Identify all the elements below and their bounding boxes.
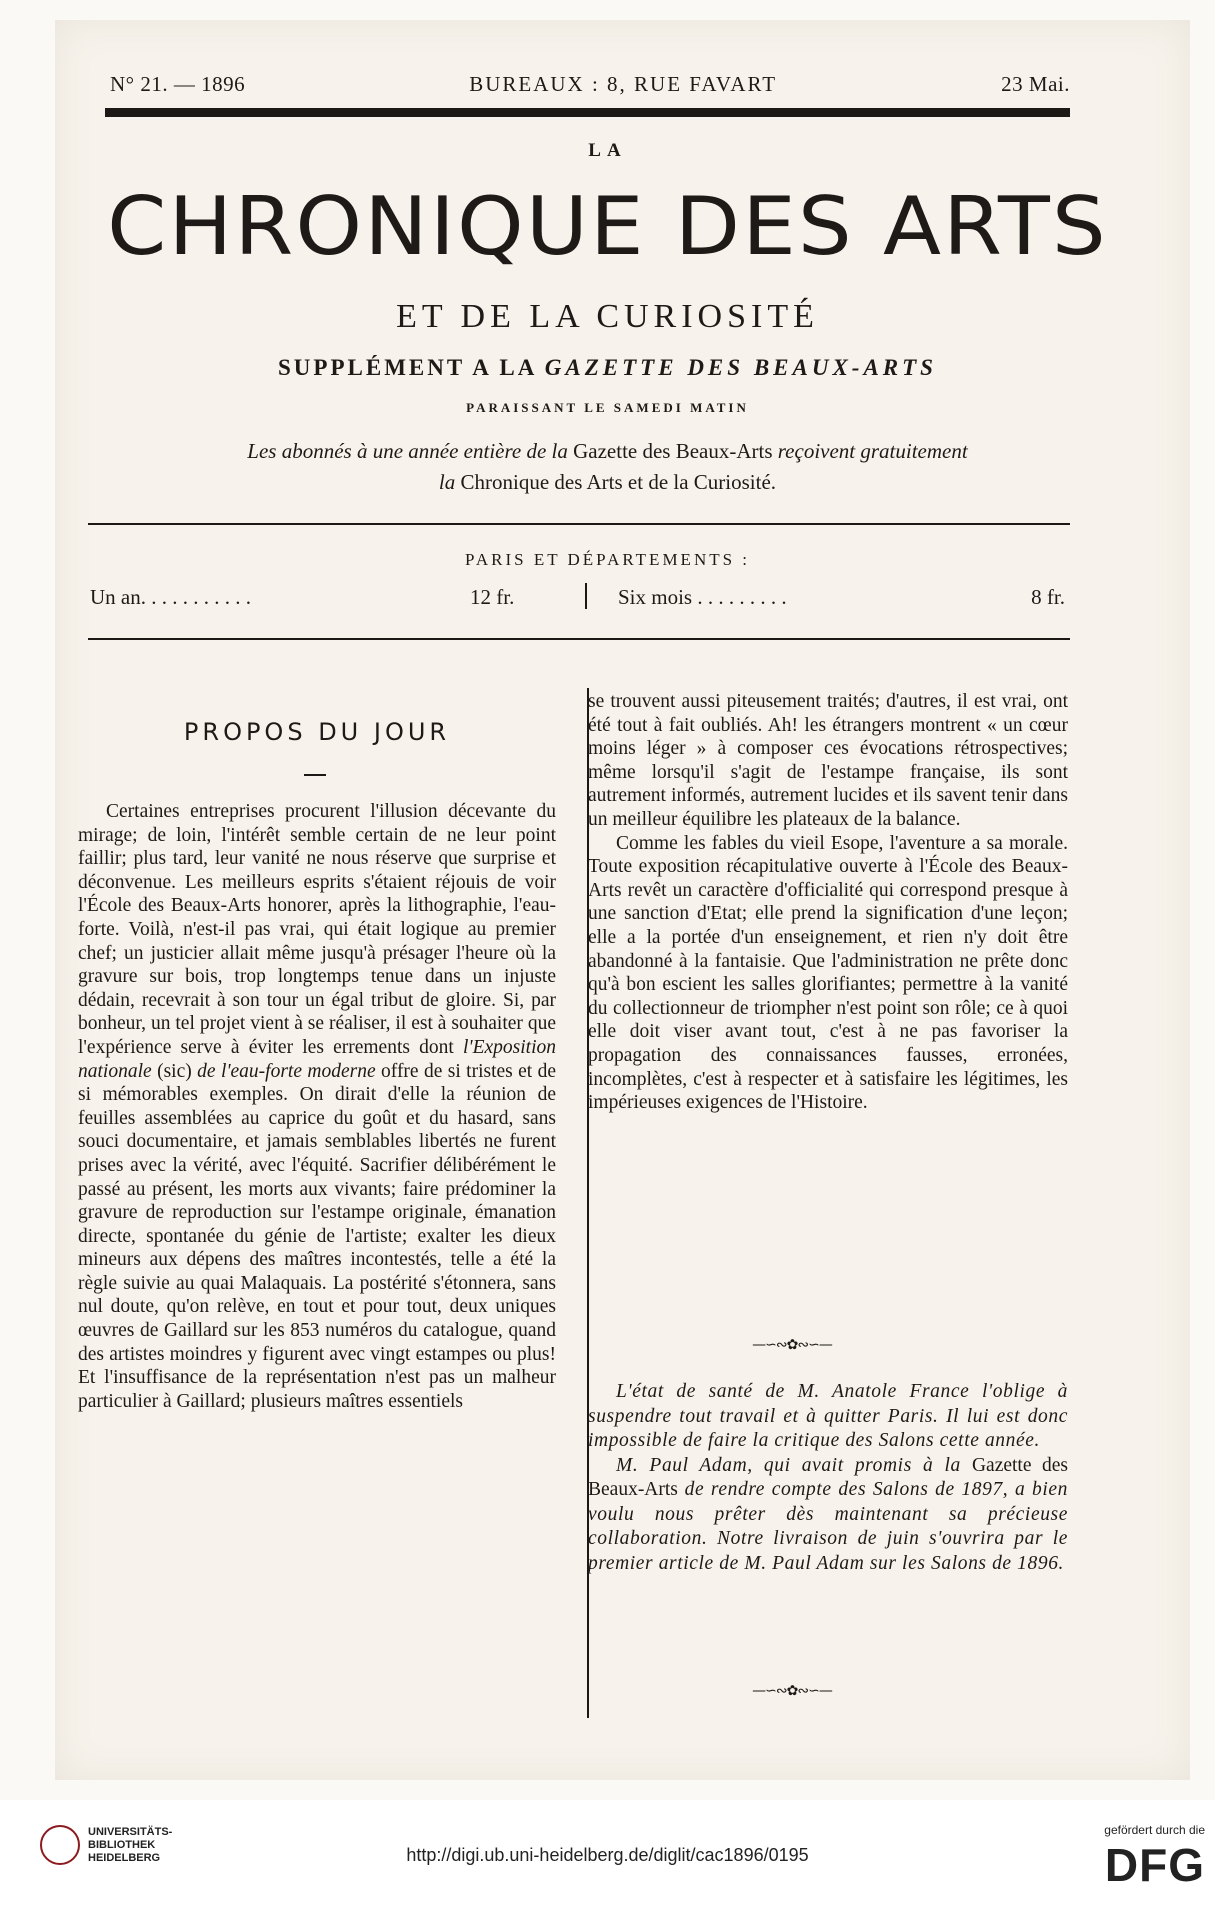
masthead-subtitle: ET DE LA CURIOSITÉ <box>396 298 819 335</box>
masthead-title: CHRONIQUE DES ARTS <box>107 180 1108 273</box>
left-text-1: Certaines entreprises procurent l'illusion décevante du mirage; de loin, l'intérêt semble certain de ne leur point faillir; plus tard, leur vanité ne nous réserve que surprise et déconvenue. Les meilleurs esprits s'étaient réjouis de voir l'École des Beaux-Arts honorer, après la lithographie, l'eau-forte. Voilà, n'est-il pas vrai, qui était logique au premier chef; un justicier allait même jusqu'à présager l'heure où la gravure sur bois, trop longtemps tenue dans un injuste dédain, recevrait à son tour un égal tribut de gloire. Si, par bonheur, un tel projet vient à se réaliser, il est à souhaiter que l'expérience serve à éviter les errements dont <box>78 801 556 1058</box>
office-address: BUREAUX : 8, RUE FAVART <box>469 72 778 96</box>
notice-gazette: Gazette des Beaux-Arts <box>588 1454 1068 1500</box>
rule-below-prices <box>88 638 1070 640</box>
issue-number: N° 21. — 1896 <box>110 72 246 96</box>
left-text-2: offre de si tristes et de si mémorables exemples. On dirait d'elle la réunion de feuilles assemblées au caprice du goût et du hasard, sans souci documentaire, et jamais semblables libertés ne furent prises avec la vérité, avec l'équité. Sacrifier délibérément le passé au présent, les morts aux vivants; faire prédominer la gravure de reproduction sur l'estampe originale, émanation directe, spontanée du génie de l'artiste; exalter les dieux mineurs aux dépens des maîtres incontestés, telle a été la règle suivie au quai Malaquais. La postérité s'étonnera, sans nul doute, qu'on relève, en tout et pour tout, deux uniques œuvres de Gaillard sur les 853 numéros du catalogue, quand des artistes moindres y figurent avec vingt estampes ou plus! Et l'insuffisance de la représentation n'est pas un malheur particulier à Gaillard; plusieurs maîtres essentiels <box>78 1060 557 1412</box>
supplement-line <box>0 355 1215 381</box>
supplement-prefix: SUPPLÉMENT A LA <box>278 355 537 380</box>
rule-above-prices <box>88 523 1070 525</box>
annual-label: Un an. . . . . . . . . . . <box>90 585 251 609</box>
exposition-title-1: l'Exposition nationale <box>78 1036 557 1082</box>
ornament-divider-1: —∽∾✿∾∽— <box>752 1337 832 1353</box>
article-left-column <box>78 800 556 1413</box>
univ-line-1: UNIVERSITÄTS- <box>88 1826 173 1838</box>
six-month-price: 8 fr. <box>1031 585 1065 609</box>
article-heading: PROPOS DU JOUR <box>183 718 451 746</box>
ornament-divider-2: —∽∾✿∾∽— <box>752 1683 832 1699</box>
notice-2a: M. Paul Adam, qui avait promis à la <box>616 1454 961 1476</box>
subscriber-notice <box>100 436 1115 498</box>
abonnes-1a: Les abonnés à une année entière de la <box>247 439 568 463</box>
univ-line-2: BIBLIOTHEK <box>88 1839 156 1851</box>
abonnes-2a: la <box>438 470 456 494</box>
notice-paragraph-1: L'état de santé de M. Anatole France l'oblige à suspendre tout travail et à quitter Paris. Il lui est donc impossible de faire la critique des Salons cette année. <box>588 1381 1068 1451</box>
exposition-title-2: de l'eau-forte moderne <box>197 1060 376 1082</box>
publication-schedule: PARAISSANT LE SAMEDI MATIN <box>466 400 749 415</box>
header-line <box>110 72 1070 102</box>
abonnes-1c: reçoivent gratuitement <box>777 439 968 463</box>
notice-paragraph-2 <box>588 1454 1068 1577</box>
heading-dash <box>304 774 326 776</box>
abonnes-1b: Gazette des Beaux-Arts <box>573 439 773 463</box>
article-right-column <box>588 690 1068 1115</box>
subscription-prices <box>90 585 1065 615</box>
univ-line-3: HEIDELBERG <box>88 1852 161 1864</box>
dfg-logo: DFG <box>1104 1839 1205 1891</box>
abonnes-2b: Chronique des Arts et de la Curiosité. <box>460 470 777 494</box>
funded-by-label: gefördert durch die <box>1104 1823 1205 1837</box>
source-url[interactable]: http://digi.ub.uni-heidelberg.de/diglit/cac1896/0195 <box>406 1845 809 1865</box>
notice-2c: de rendre compte des Salons de 1897, a bien voulu nous prêter dès maintenant sa précieuse collaboration. Notre livraison de juin s'ouvrira par le premier article de M. Paul Adam sur les Salons de 1896. <box>588 1479 1068 1574</box>
issue-date: 23 Mai. <box>1001 72 1070 96</box>
subscription-heading: PARIS ET DÉPARTEMENTS : <box>464 550 751 569</box>
right-paragraph-2: Comme les fables du vieil Esope, l'aventure a sa morale. Toute exposition récapitulative ouverte à l'École des Beaux-Arts revêt un caractère d'officialité qui correspond presque à une sanction d'Etat; elle prend la signification d'une leçon; elle a la portée d'un enseignement, et rien n'y doit être abandonné à la fantaisie. Que l'administration ne prête donc qu'à bon escient les salles glorifiantes; permettre à la vanité du collectionneur de triompher n'est point son rôle; ce à quoi elle doit viser avant tout, c'est à ne pas favoriser la propagation des connaissances fausses, erronées, incomplètes, c'est à respecter et à satisfaire les légitimes, les impérieuses exigences de l'Histoire. <box>588 832 1068 1114</box>
masthead-article: LA <box>588 140 627 161</box>
six-month-label: Six mois . . . . . . . . . <box>618 585 787 609</box>
annual-price: 12 fr. <box>470 585 515 609</box>
header-rule <box>105 108 1070 117</box>
notice-block <box>588 1380 1068 1576</box>
sic-mark: (sic) <box>157 1060 192 1082</box>
right-paragraph-1: se trouvent aussi piteusement traités; d'autres, il est vrai, ont été tout à fait oubliés. Ah! les étrangers montrent « un cœur moins léger » à composer ces évocations rétrospectives; même lorsqu'il s'agit de l'estampe française, ils sont autrement informés, autrement lucides et ils savent tenir dans un meilleur équilibre les plateaux de la balance. <box>588 691 1068 830</box>
price-separator <box>585 583 587 609</box>
article-paragraph <box>78 800 556 1413</box>
gazette-name: GAZETTE DES BEAUX-ARTS <box>544 355 937 380</box>
